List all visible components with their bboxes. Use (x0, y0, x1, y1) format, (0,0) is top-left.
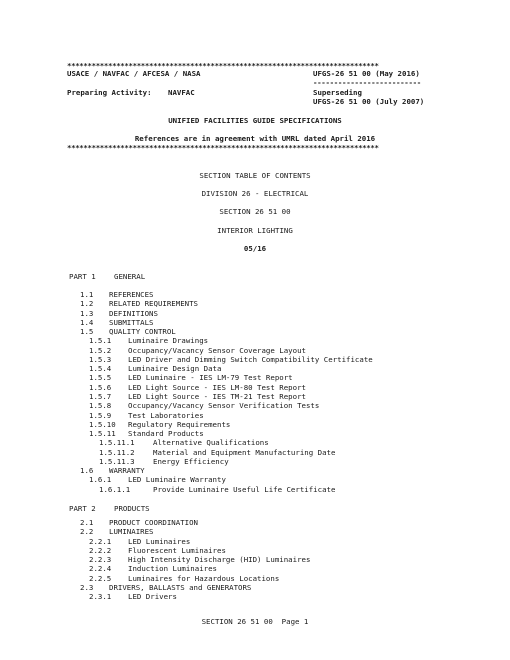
toc-item-title: Luminaire Drawings (128, 336, 209, 346)
toc-item-title: Energy Efficiency (153, 456, 229, 466)
toc-item-title: LED Light Source - IES TM-21 Test Report (128, 391, 306, 401)
part1-label: PART 1 (69, 272, 96, 281)
toc-item-number: 1.1 (80, 290, 94, 299)
toc-item-number: 1.5.1 (89, 336, 112, 346)
toc-item-number: 1.5.5 (89, 373, 112, 383)
division-title: DIVISION 26 - ELECTRICAL (201, 189, 309, 198)
toc-item-number: 1.3 (80, 308, 94, 318)
toc-item-title: SUBMITTALS (109, 317, 154, 327)
toc-item-number: 1.5.11.2 (99, 447, 135, 457)
toc-item-number: 2.2.5 (89, 573, 112, 583)
toc-item-title: Test Laboratories (128, 410, 204, 420)
toc-item-title: PRODUCT COORDINATION (109, 518, 198, 527)
toc-item-number: 1.5.11.1 (99, 438, 135, 448)
toc-item-number: 1.5.4 (89, 364, 112, 374)
toc-item-title: Luminaire Design Data (128, 364, 222, 374)
toc-item-title: LUMINAIRES (109, 527, 154, 537)
preparing-activity-label: Preparing Activity: (67, 88, 152, 97)
toc-item-title: REFERENCES (109, 290, 154, 299)
toc-item-title: Standard Products (128, 429, 204, 439)
toc-item-title: Fluorescent Luminaires (128, 545, 226, 555)
toc-item-number: 2.2.1 (89, 536, 112, 546)
spec-id-underline: -------------------------- (313, 79, 421, 87)
toc-item-number: 2.2 (80, 527, 94, 537)
toc-item-number: 1.5.10 (89, 419, 116, 429)
toc-item-number: 1.5.3 (89, 354, 112, 364)
toc-item-title: DRIVERS, BALLASTS and GENERATORS (109, 582, 252, 592)
organization-line: USACE / NAVFAC / AFCESA / NASA (67, 69, 201, 78)
page-footer: SECTION 26 51 00 Page 1 (201, 617, 309, 626)
toc-item-number: 1.4 (80, 317, 94, 327)
toc-item-title: LED Luminaires (128, 536, 191, 546)
main-title: UNIFIED FACILITIES GUIDE SPECIFICATIONS (168, 116, 342, 125)
toc-item-title: LED Light Source - IES LM-80 Test Report (128, 382, 306, 392)
toc-item-number: 1.6.1 (89, 475, 112, 485)
toc-item-title: Induction Luminaires (128, 564, 217, 574)
toc-item-title: LED Driver and Dimming Switch Compatibility Certificate (128, 354, 373, 364)
toc-item-title: Regulatory Requirements (128, 419, 231, 429)
toc-item-number: 1.5.7 (89, 391, 112, 401)
topic-title: INTERIOR LIGHTING (217, 226, 293, 235)
toc-item-title: Occupancy/Vacancy Sensor Verification Tests (128, 401, 320, 411)
toc-item-title: RELATED REQUIREMENTS (109, 299, 198, 309)
toc-item-number: 2.3 (80, 582, 94, 592)
toc-item-number: 1.5.2 (89, 345, 112, 355)
toc-item-title: Material and Equipment Manufacturing Date (153, 447, 336, 457)
toc-item-number: 2.2.2 (89, 545, 112, 555)
revision-date: 05/16 (243, 244, 267, 253)
toc-item-number: 1.5.9 (89, 410, 112, 420)
toc-item-title: WARRANTY (109, 466, 145, 476)
toc-item-number: 1.5.6 (89, 382, 112, 392)
section-title: SECTION 26 51 00 (219, 207, 291, 216)
toc-item-title: DEFINITIONS (109, 308, 158, 318)
header-top-stars: **************************************************************************** (67, 62, 379, 70)
spec-identifier: UFGS-26 51 00 (May 2016) (313, 69, 420, 78)
toc-item-title: Occupancy/Vacancy Sensor Coverage Layout (128, 345, 306, 355)
toc-item-number: 2.3.1 (89, 592, 112, 602)
superseding-value: UFGS-26 51 00 (July 2007) (313, 97, 425, 106)
preparing-activity-value: NAVFAC (168, 88, 195, 97)
header-bottom-stars: **************************************************************************** (67, 144, 379, 152)
part2-title: PRODUCTS (114, 504, 150, 513)
toc-item-number: 1.5 (80, 327, 94, 337)
toc-item-title: Alternative Qualifications (153, 438, 269, 448)
toc-item-title: LED Drivers (128, 592, 177, 602)
toc-item-number: 1.5.11.3 (99, 456, 135, 466)
toc-item-title: LED Luminaire - IES LM-79 Test Report (128, 373, 293, 383)
part1-title: GENERAL (114, 272, 146, 281)
toc-item-title: Luminaires for Hazardous Locations (128, 573, 280, 583)
part2-label: PART 2 (69, 504, 96, 513)
toc-item-number: 2.2.3 (89, 555, 112, 565)
toc-item-number: 1.2 (80, 299, 94, 309)
toc-item-number: 1.5.8 (89, 401, 112, 411)
toc-item-number: 1.6 (80, 466, 94, 476)
toc-item-title: LED Luminaire Warranty (128, 475, 226, 485)
toc-item-title: Provide Luminaire Useful Life Certificate (153, 484, 336, 494)
toc-item-title: High Intensity Discharge (HID) Luminaires (128, 555, 311, 565)
toc-item-number: 2.2.4 (89, 564, 112, 574)
toc-item-number: 1.6.1.1 (99, 484, 131, 494)
references-note: References are in agreement with UMRL dated April 2016 (134, 134, 376, 143)
toc-item-number: 2.1 (80, 518, 94, 527)
superseding-label: Superseding (313, 88, 362, 97)
toc-item-number: 1.5.11 (89, 429, 116, 439)
toc-title: SECTION TABLE OF CONTENTS (199, 171, 311, 180)
toc-item-title: QUALITY CONTROL (109, 327, 176, 337)
